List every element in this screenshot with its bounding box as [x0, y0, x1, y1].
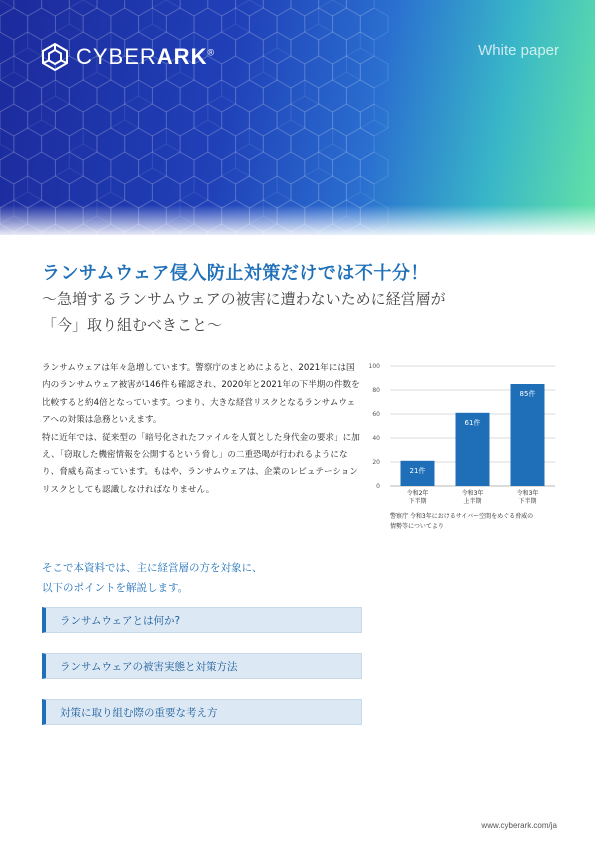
intro-text: [42, 558, 342, 598]
bar-value-label: 21件: [409, 466, 426, 475]
intro-line-1: そこで本資料では、主に経営層の方を対象に、: [42, 562, 263, 574]
key-points-list: [42, 607, 362, 745]
hexagon-pattern: [0, 0, 595, 235]
y-tick-label: 40: [372, 435, 380, 442]
key-point-1: ランサムウェアとは何か?: [42, 607, 362, 633]
body-paragraph-1: ランサムウェアは年々急増しています。警察庁のまとめによると、2021年には国内のランサムウェア被害が146件も確認され、2020年と2021年の下半期の件数を比較すると約4倍となっています。つまり、大きな経営リスクとなるランサムウェアへの対策は急務といえます。: [42, 363, 360, 426]
key-point-2: ランサムウェアの被害実態と対策方法: [42, 653, 362, 679]
bar-value-label: 85件: [519, 390, 536, 398]
body-text: [42, 360, 362, 499]
document-type-label: White paper: [478, 42, 559, 59]
page-subtitle: [42, 286, 552, 338]
chart-source-line-1: 警察庁 令和3年におけるサイバー空間をめぐる脅威の: [390, 513, 534, 520]
bar-value-label: 61件: [464, 418, 481, 427]
y-tick-label: 80: [372, 387, 380, 394]
cyberark-hexagon-icon: [42, 43, 68, 71]
intro-line-2: 以下のポイントを解説します。: [42, 582, 189, 594]
brand-name: CYBERARK®: [76, 44, 216, 69]
x-tick-label: 下半期: [518, 498, 537, 505]
hero-banner: [0, 0, 595, 235]
subtitle-line-2: 「今」取り組むべきこと〜: [42, 316, 223, 334]
chart-source-line-2: 情勢等についてより: [390, 523, 444, 530]
x-tick-label: 令和3年: [461, 490, 484, 497]
key-point-3: 対策に取り組む際の重要な考え方: [42, 699, 362, 725]
x-tick-label: 令和2年: [406, 490, 429, 497]
y-tick-label: 20: [372, 459, 380, 466]
x-tick-label: 令和3年: [516, 490, 539, 497]
y-tick-label: 100: [368, 363, 380, 370]
y-tick-label: 60: [372, 411, 380, 418]
x-tick-label: 下半期: [408, 498, 427, 505]
chart-bar: [511, 384, 545, 486]
brand-logo: [42, 43, 215, 71]
body-paragraph-2: 特に近年では、従来型の「暗号化されたファイルを人質とした身代金の要求」に加え、「窃取した機密情報を公開するという脅し」の二重恐喝が行われるようになり、脅威も高まっています。もはや、ランサムウェアは、企業のレピュテーションリスクとしても認識しなければなりません。: [42, 432, 360, 495]
footer-url[interactable]: www.cyberark.com/ja: [481, 821, 557, 830]
y-tick-label: 0: [376, 483, 380, 490]
chart-source: [390, 512, 570, 532]
page-title: ランサムウェア侵入防止対策だけでは不十分！: [42, 263, 429, 284]
x-tick-label: 上半期: [463, 498, 482, 505]
bar-chart: [360, 360, 560, 510]
subtitle-line-1: 〜急増するランサムウェアの被害に遭わないために経営層が: [42, 290, 446, 308]
hero-fade: [0, 205, 595, 235]
